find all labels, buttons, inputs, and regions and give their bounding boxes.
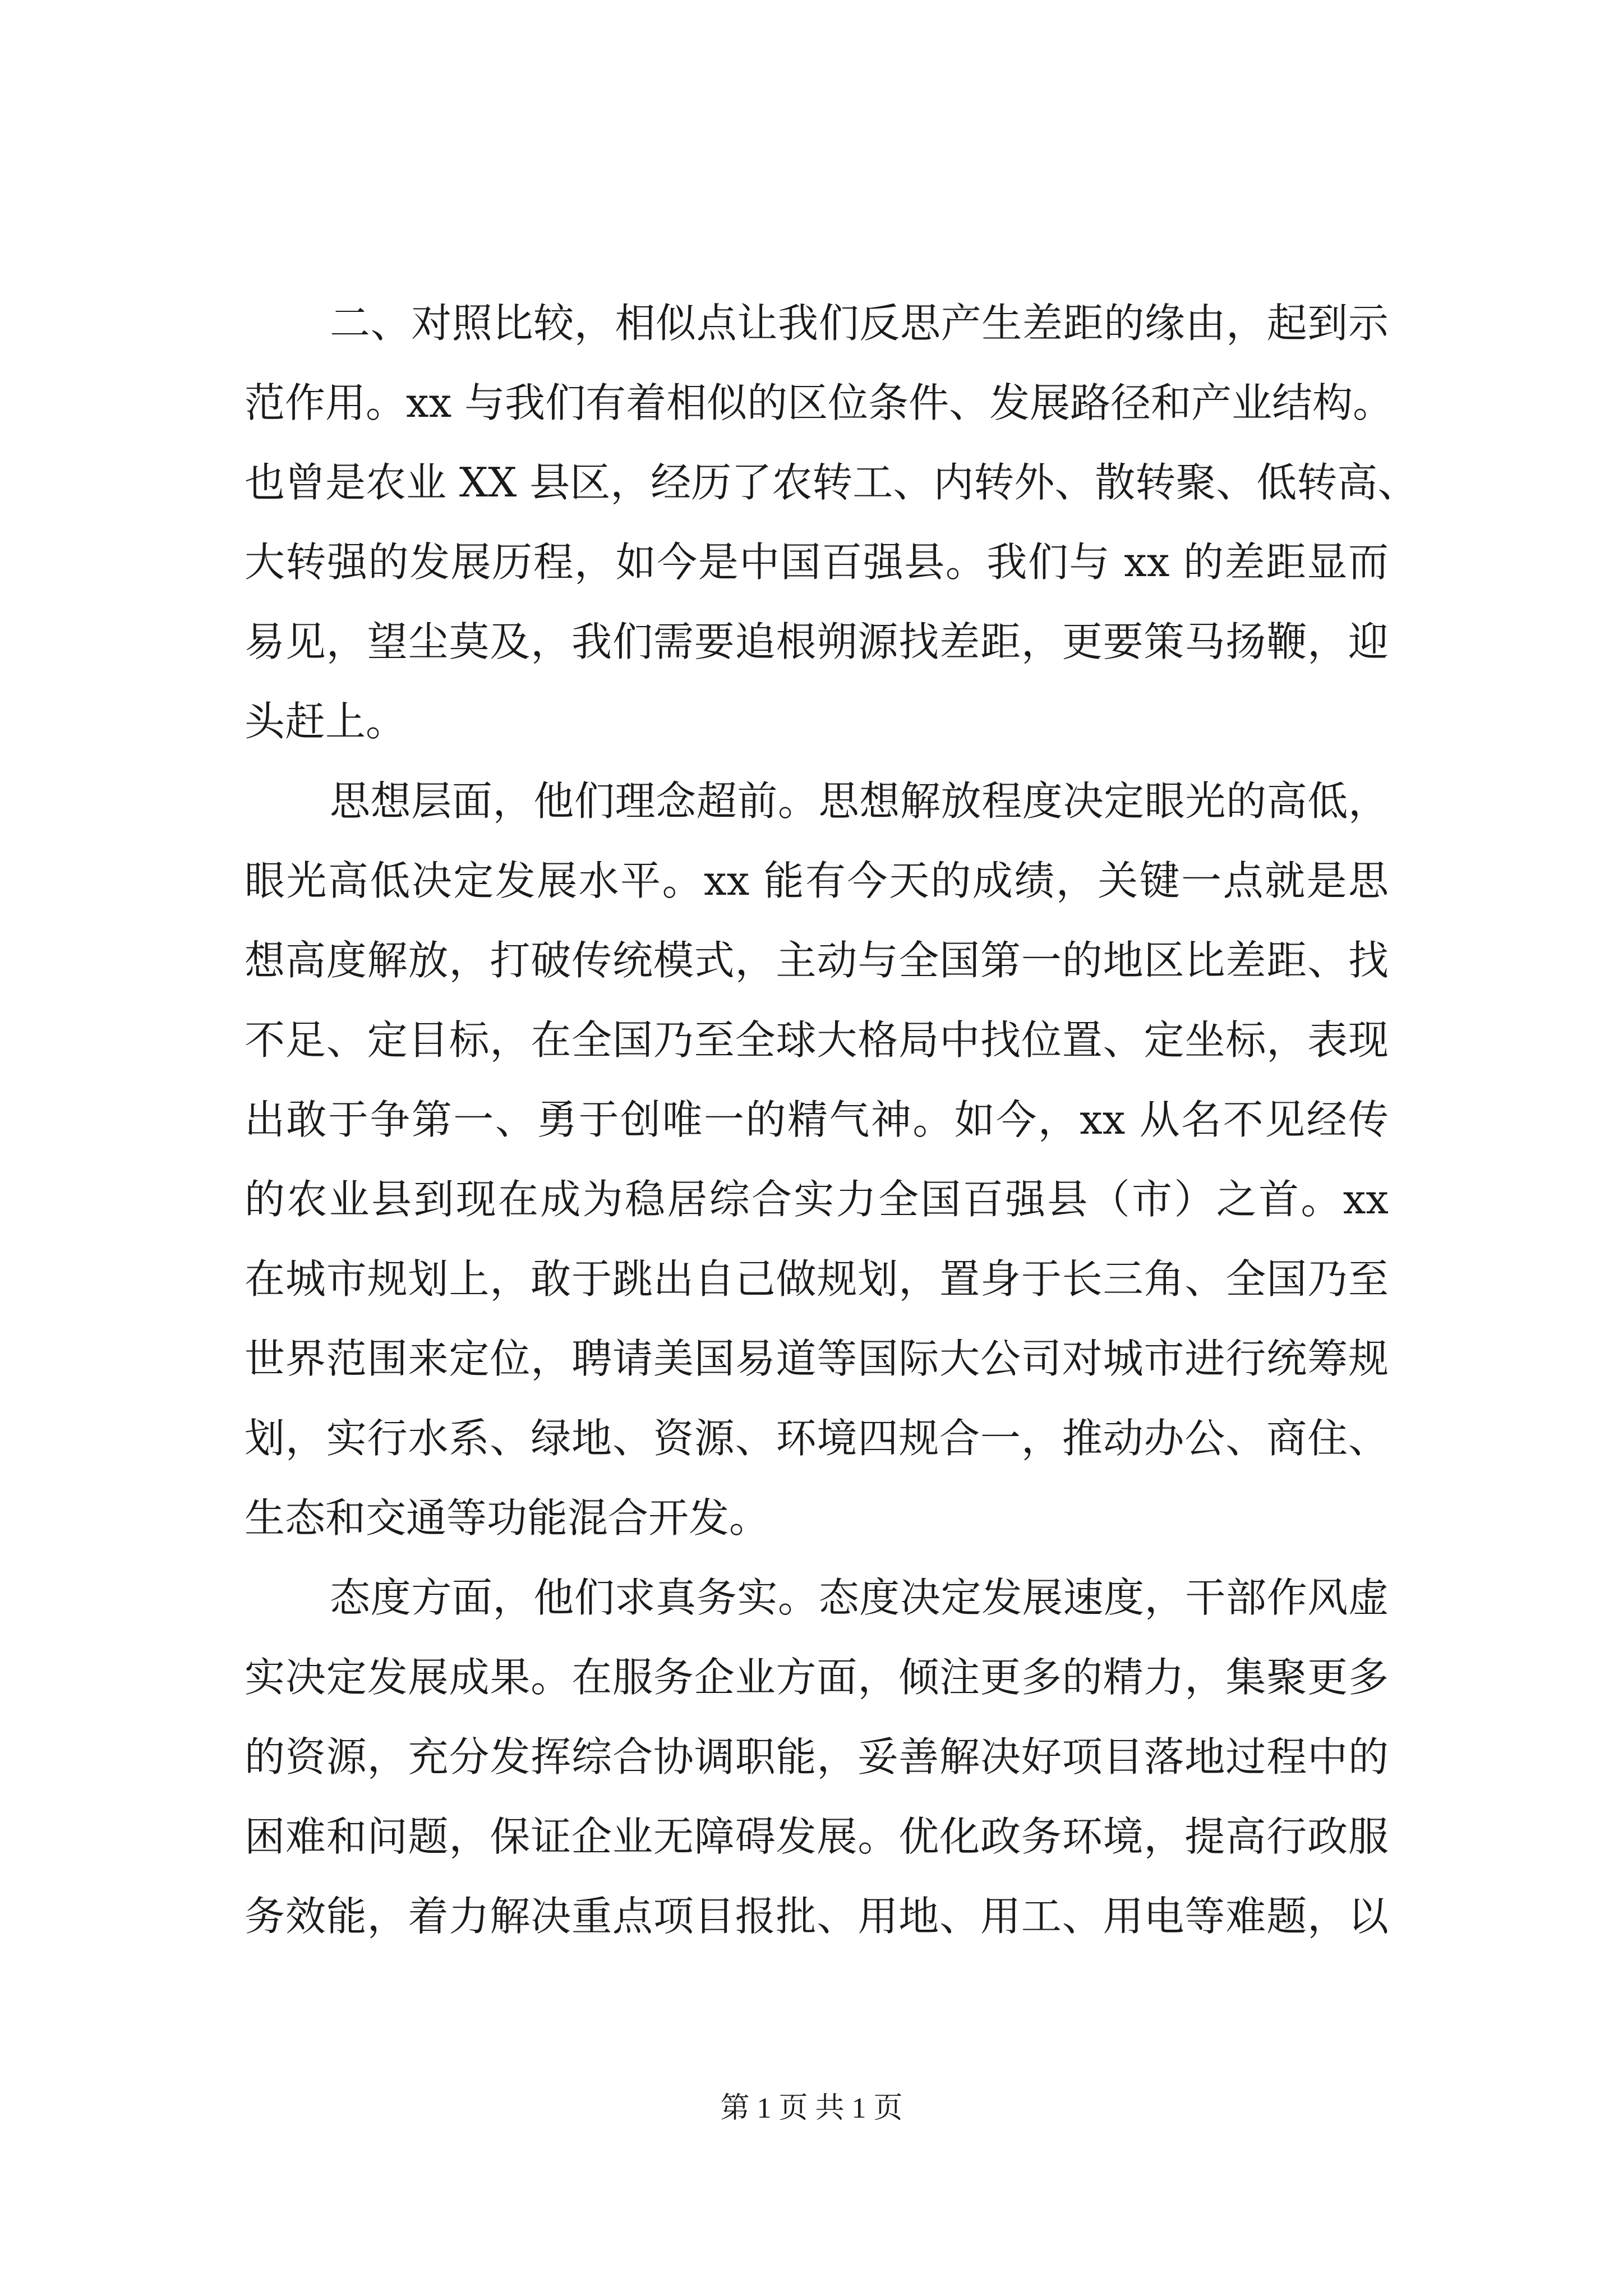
text-line: 出敢于争第一、勇于创唯一的精气神。如今，xx 从名不见经传: [245, 1096, 1389, 1143]
text-line: 划，实行水系、绿地、资源、环境四规合一，推动办公、商住、: [245, 1415, 1389, 1462]
text-line: 态度方面，他们求真务实。态度决定发展速度，干部作风虚: [330, 1574, 1389, 1621]
text-line: 的农业县到现在成为稳居综合实力全国百强县（市）之首。xx: [245, 1176, 1389, 1223]
text-line: 范作用。xx 与我们有着相似的区位条件、发展路径和产业结构。: [245, 379, 1394, 426]
text-line: 眼光高低决定发展水平。xx 能有今天的成绩，关键一点就是思: [245, 857, 1389, 904]
text-line: 大转强的发展历程，如今是中国百强县。我们与 xx 的差距显而: [245, 539, 1389, 586]
text-line: 想高度解放，打破传统模式，主动与全国第一的地区比差距、找: [245, 937, 1389, 984]
text-line: 易见，望尘莫及，我们需要追根朔源找差距，更要策马扬鞭，迎: [245, 618, 1389, 665]
text-line: 务效能，着力解决重点项目报批、用地、用工、用电等难题，以: [245, 1893, 1389, 1940]
text-line: 实决定发展成果。在服务企业方面，倾注更多的精力，集聚更多: [245, 1654, 1389, 1701]
text-line: 不足、定目标，在全国乃至全球大格局中找位置、定坐标，表现: [245, 1016, 1389, 1064]
page-footer: [0, 2089, 1623, 2128]
text-line: 在城市规划上，敢于跳出自己做规划，置身于长三角、全国乃至: [245, 1255, 1389, 1303]
text-line: 头赶上。: [245, 698, 407, 745]
paragraph-comparison: [245, 283, 1418, 761]
text-line: 的资源，充分发挥综合协调职能，妥善解决好项目落地过程中的: [245, 1733, 1389, 1780]
text-line: 思想层面，他们理念超前。思想解放程度决定眼光的高低，: [330, 777, 1389, 825]
document-body: [245, 283, 1418, 1956]
paragraph-attitude: [245, 1558, 1389, 1956]
text-line: 二、对照比较，相似点让我们反思产生差距的缘由，起到示: [330, 300, 1389, 347]
text-line: 也曾是农业 XX 县区，经历了农转工、内转外、散转聚、低转高、: [245, 459, 1418, 506]
page-number-label: 第 1 页 共 1 页: [720, 2092, 903, 2124]
paragraph-thinking: [245, 761, 1389, 1558]
text-line: 世界范围来定位，聘请美国易道等国际大公司对城市进行统筹规: [245, 1335, 1389, 1382]
text-line: 困难和问题，保证企业无障碍发展。优化政务环境，提高行政服: [245, 1813, 1389, 1860]
text-line: 生态和交通等功能混合开发。: [245, 1494, 770, 1542]
